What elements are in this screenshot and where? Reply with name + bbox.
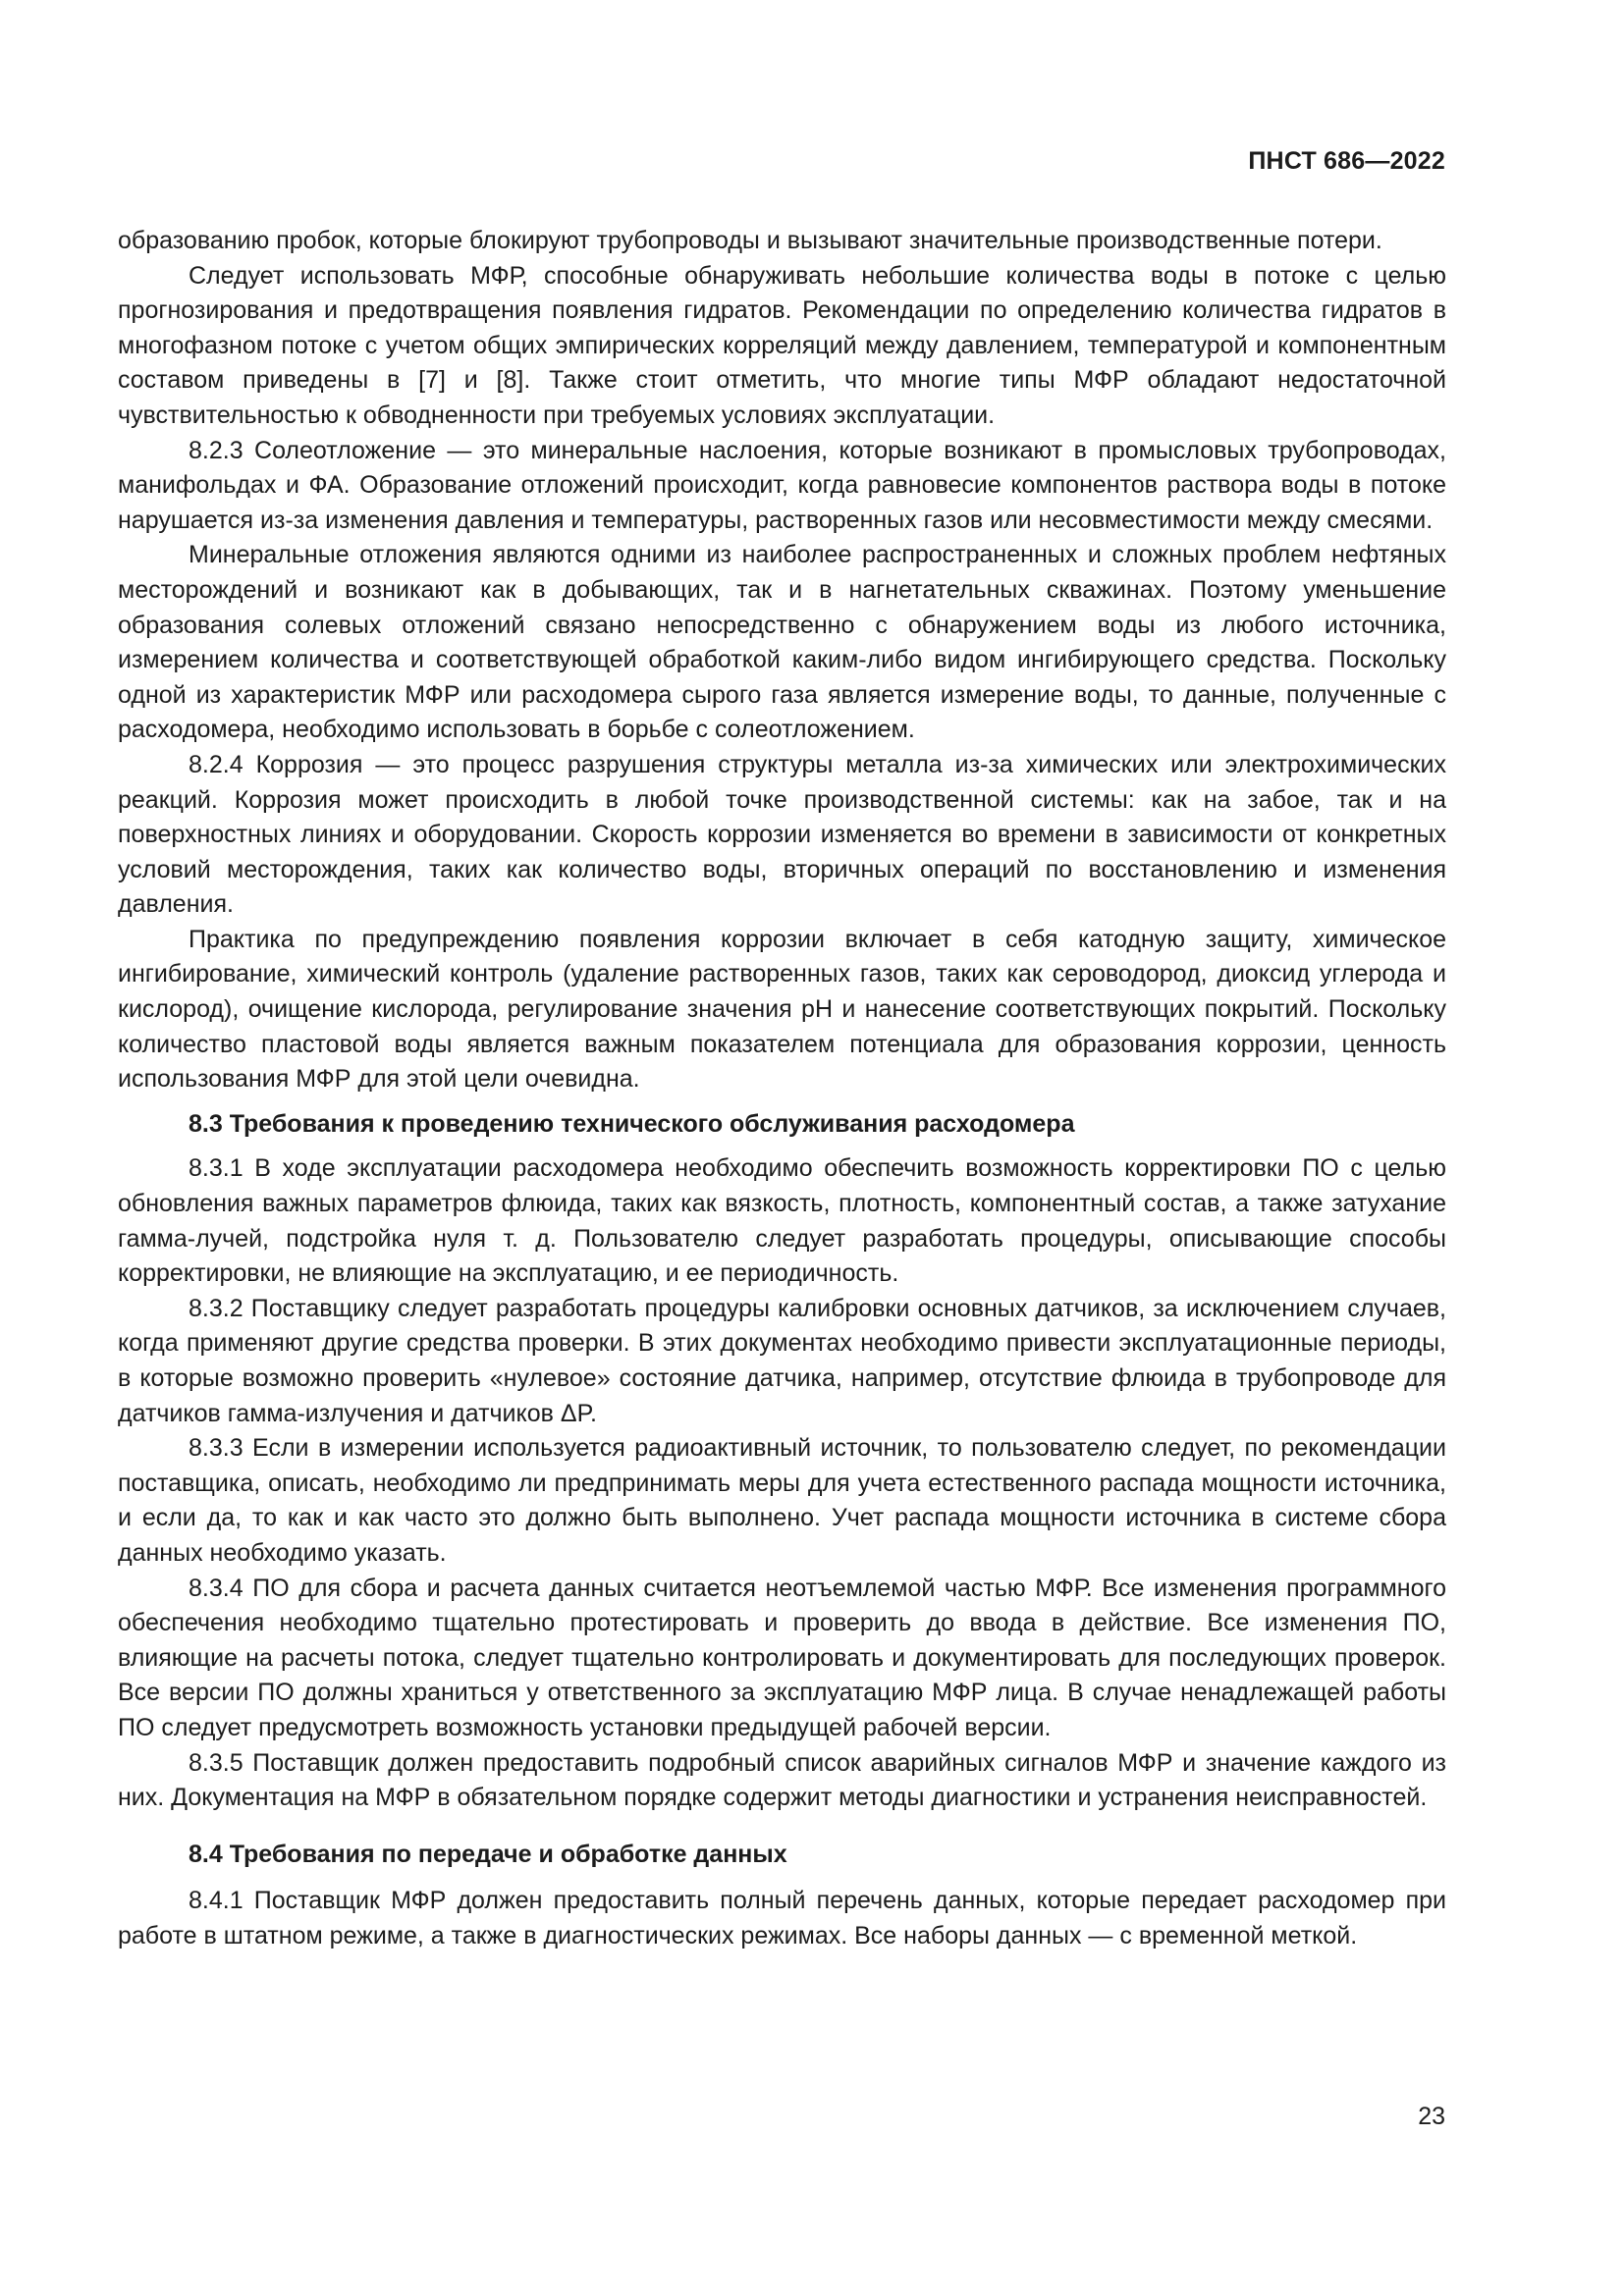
paragraph-8-3-5: 8.3.5 Поставщик должен предоставить подробный список аварийных сигналов МФР и значение каждого из них. Документация на МФР в обязательном порядке содержит методы диагностики и устранения неисправностей. [118,1748,1446,1812]
paragraph-8-4-1: 8.4.1 Поставщик МФР должен предоставить полный перечень данных, которые передает расходомер при работе в штатном режиме, а также в диагностических режимах. Все наборы данных — с временной меткой. [118,1887,1446,1949]
section-heading-8-4: 8.4 Требования по передаче и обработке данных [189,1840,787,1868]
paragraph-8-3-3: 8.3.3 Если в измерении используется радиоактивный источник, то пользователю следует, по рекомендации поставщика, описать, необходимо ли предпринимать меры для учета естественного распада мощности источника, и если да, то как и как часто это должно быть выполнено. Учет распада мощности источника в системе сбора данных необходимо указать. [118,1434,1446,1567]
section-heading-8-3: 8.3 Требования к проведению технического обслуживания расходомера [189,1109,1075,1138]
document-body [118,224,1446,1954]
paragraph-mineral-deposits: Минеральные отложения являются одними из наиболее распространенных и сложных проблем нефтяных месторождений и возникают как в добывающих, так и в нагнетательных скважинах. Поэтому уменьшение образования солевых отложений связано непосредственно с обнаружением воды из любого источника, измерением количества и соответствующей обработкой каким-либо видом ингибирующего средства. Поскольку одной из характеристик МФР или расходомера сырого газа является измерение воды, то данные, полученные с расходомера, необходимо использовать в борьбе с солеотложением. [118,541,1446,744]
paragraph-8-2-4: 8.2.4 Коррозия — это процесс разрушения структуры металла из-за химических или электрохимических реакций. Коррозия может происходить в любой точке производственной системы: как на забое, так и на поверхностных линиях и оборудовании. Скорость коррозии изменяется во времени в зависимости от конкретных условий месторождения, таких как количество воды, вторичных операций по восстановлению и изменения давления. [118,750,1446,919]
paragraph-corrosion-practice: Практика по предупреждению появления коррозии включает в себя катодную защиту, химическое ингибирование, химический контроль (удаление растворенных газов, таких как сероводород, диоксид углерода и кислород), очищение кислорода, регулирование значения pH и нанесение соответствующих покрытий. Поскольку количество пластовой воды является важным показателем потенциала для образования коррозии, ценность использования МФР для этой цели очевидна. [118,925,1446,1094]
paragraph-continuation: образованию пробок, которые блокируют трубопроводы и вызывают значительные производственные потери. [118,227,1382,254]
paragraph-hydrates: Следует использовать МФР, способные обнаруживать небольшие количества воды в потоке с целью прогнозирования и предотвращения появления гидратов. Рекомендации по определению количества гидратов в многофазном потоке с учетом общих эмпирических корреляций между давлением, температурой и компонентным составом приведены в [7] и [8]. Также стоит отметить, что многие типы МФР обладают недостаточной чувствительностью к обводненности при требуемых условиях эксплуатации. [118,261,1446,429]
document-code: ПНСТ 686—2022 [1248,147,1445,175]
paragraph-8-3-4: 8.3.4 ПО для сбора и расчета данных считается неотъемлемой частью МФР. Все изменения программного обеспечения необходимо тщательно протестировать и проверить до ввода в действие. Все изменения ПО, влияющие на расчеты потока, следует тщательно контролировать и документировать для последующих проверок. Все версии ПО должны храниться у ответственного за эксплуатацию МФР лица. В случае ненадлежащей работы ПО следует предусмотреть возможность установки предыдущей рабочей версии. [118,1574,1446,1741]
paragraph-8-3-2: 8.3.2 Поставщику следует разработать процедуры калибровки основных датчиков, за исключением случаев, когда применяют другие средства проверки. В этих документах необходимо привести эксплуатационные периоды, в которые возможно проверить «нулевое» состояние датчика, например, отсутствие флюида в трубопроводе для датчиков гамма-излучения и датчиков ΔP. [118,1294,1446,1427]
page-number: 23 [1418,2103,1445,2130]
paragraph-8-3-1: 8.3.1 В ходе эксплуатации расходомера необходимо обеспечить возможность корректировки ПО с целью обновления важных параметров флюида, таких как вязкость, плотность, компонентный состав, а также затухание гамма-лучей, подстройка нуля т. д. Пользователю следует разработать процедуры, описывающие способы корректировки, не влияющие на эксплуатацию, и ее периодичность. [118,1154,1446,1288]
paragraph-8-2-3: 8.2.3 Солеотложение — это минеральные наслоения, которые возникают в промысловых трубопроводах, манифольдах и ФА. Образование отложений происходит, когда равновесие компонентов раствора воды в потоке нарушается из-за изменения давления и температуры, растворенных газов или несовместимости между смесями. [118,436,1446,534]
